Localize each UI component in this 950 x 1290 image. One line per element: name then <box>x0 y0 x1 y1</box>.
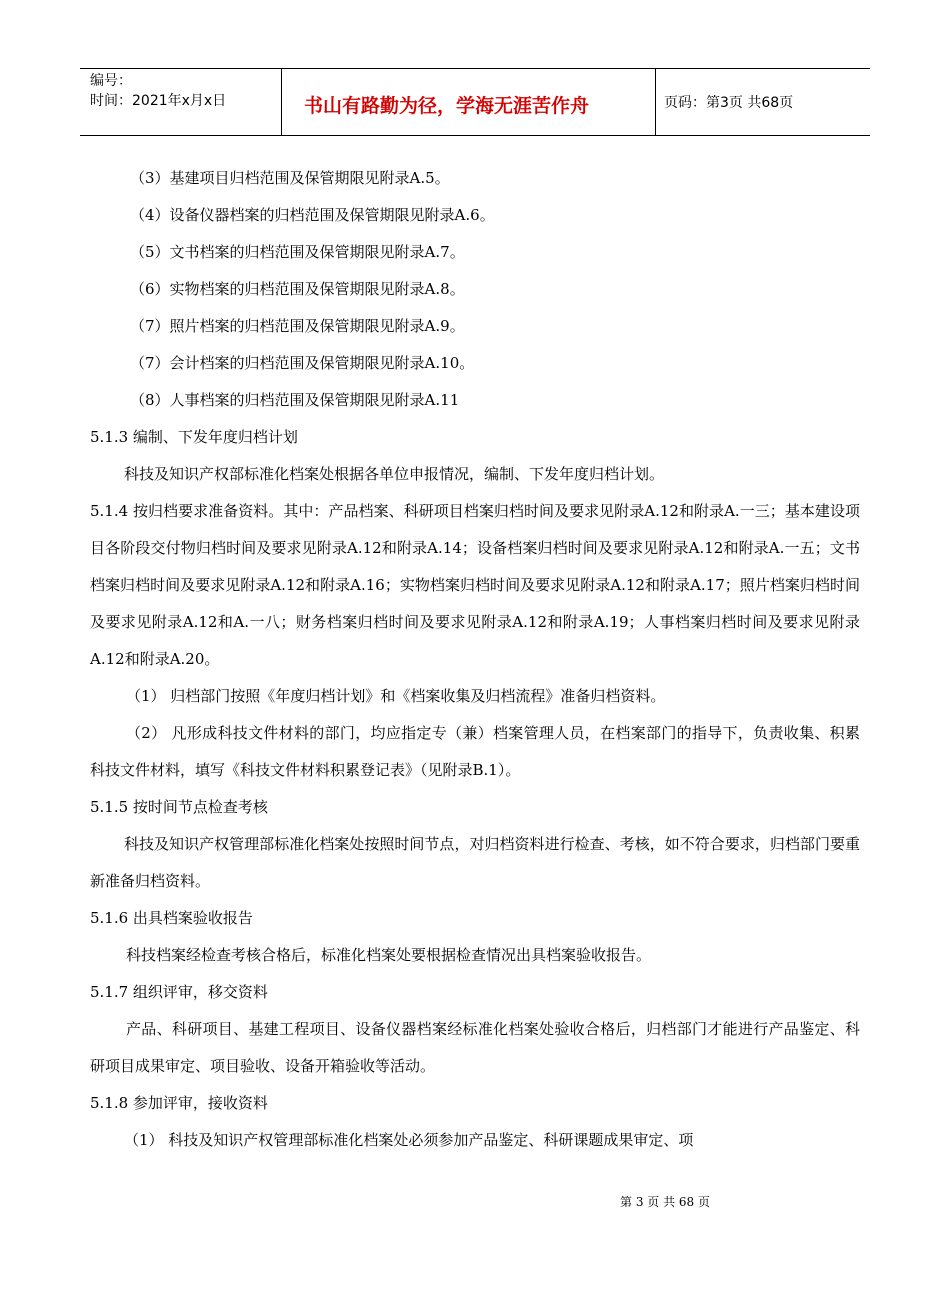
section-heading-5-1-5: 5.1.5 按时间节点检查考核 <box>90 798 268 816</box>
section-heading-5-1-3: 5.1.3 编制、下发年度归档计划 <box>90 428 298 446</box>
header-motto: 书山有路勤为径，学海无涯苦作舟 <box>282 69 656 135</box>
section-body-5-1-7: 产品、科研项目、基建工程项目、设备仪器档案经标准化档案处验收合格后，归档部门才能进行产品鉴定、科研项目成果审定、项目验收、设备开箱验收等活动。 <box>90 1020 860 1075</box>
header-meta <box>80 69 282 135</box>
list-item: （6）实物档案的归档范围及保管期限见附录A.8。 <box>130 280 465 298</box>
section-body-5-1-3: 科技及知识产权部标准化档案处根据各单位申报情况，编制、下发年度归档计划。 <box>124 465 665 483</box>
section-heading-5-1-8: 5.1.8 参加评审，接收资料 <box>90 1094 268 1112</box>
section-heading-5-1-7: 5.1.7 组织评审，移交资料 <box>90 983 268 1001</box>
list-item: （7）照片档案的归档范围及保管期限见附录A.9。 <box>130 317 465 335</box>
section-heading-5-1-6: 5.1.6 出具档案验收报告 <box>90 909 253 927</box>
section-body-5-1-6: 科技档案经检查考核合格后，标准化档案处要根据检查情况出具档案验收报告。 <box>126 946 652 964</box>
section-item-5-1-4-2: （2） 凡形成科技文件材料的部门，均应指定专（兼）档案管理人员，在档案部门的指导下，负责收集、积累科技文件材料，填写《科技文件材料积累登记表》（见附录B.1）。 <box>90 724 860 779</box>
page-footer: 第 3 页 共 68 页 <box>620 1195 710 1209</box>
list-item: （3）基建项目归档范围及保管期限见附录A.5。 <box>130 169 450 187</box>
section-item-5-1-4-1: （1） 归档部门按照《年度归档计划》和《档案收集及归档流程》准备归档资料。 <box>126 687 666 705</box>
document-number-label: 编号： <box>90 73 132 89</box>
list-item: （5）文书档案的归档范围及保管期限见附录A.7。 <box>130 243 465 261</box>
document-body <box>90 160 860 1159</box>
document-date-label: 时间：2021年x月x日 <box>90 93 227 109</box>
page-header <box>80 68 870 136</box>
list-item: （7）会计档案的归档范围及保管期限见附录A.10。 <box>130 354 475 372</box>
list-item: （4）设备仪器档案的归档范围及保管期限见附录A.6。 <box>130 206 495 224</box>
header-page-number: 页码：第3页 共68页 <box>664 95 794 111</box>
list-item: （8）人事档案的归档范围及保管期限见附录A.11 <box>130 391 460 409</box>
section-body-5-1-4: 5.1.4 按归档要求准备资料。其中：产品档案、科研项目档案归档时间及要求见附录A.12和附录A.一三；基本建设项目各阶段交付物归档时间及要求见附录A.12和附录A.14；设备档案归档时间及要求见附录A.12和附录A.一五；文书档案归档时间及要求见附录A.12和附录A.16；实物档案归档时间及要求见附录A.12和附录A.17；照片档案归档时间及要求见附录A.12和A.一八；财务档案归档时间及要求见附录A.12和附录A.19；人事档案归档时间及要求见附录A.12和附录A.20。 <box>90 502 860 668</box>
section-body-5-1-5: 科技及知识产权管理部标准化档案处按照时间节点，对归档资料进行检查、考核，如不符合要求，归档部门要重新准备归档资料。 <box>90 835 860 890</box>
section-item-5-1-8-1: （1） 科技及知识产权管理部标准化档案处必须参加产品鉴定、科研课题成果审定、项 <box>124 1131 694 1149</box>
